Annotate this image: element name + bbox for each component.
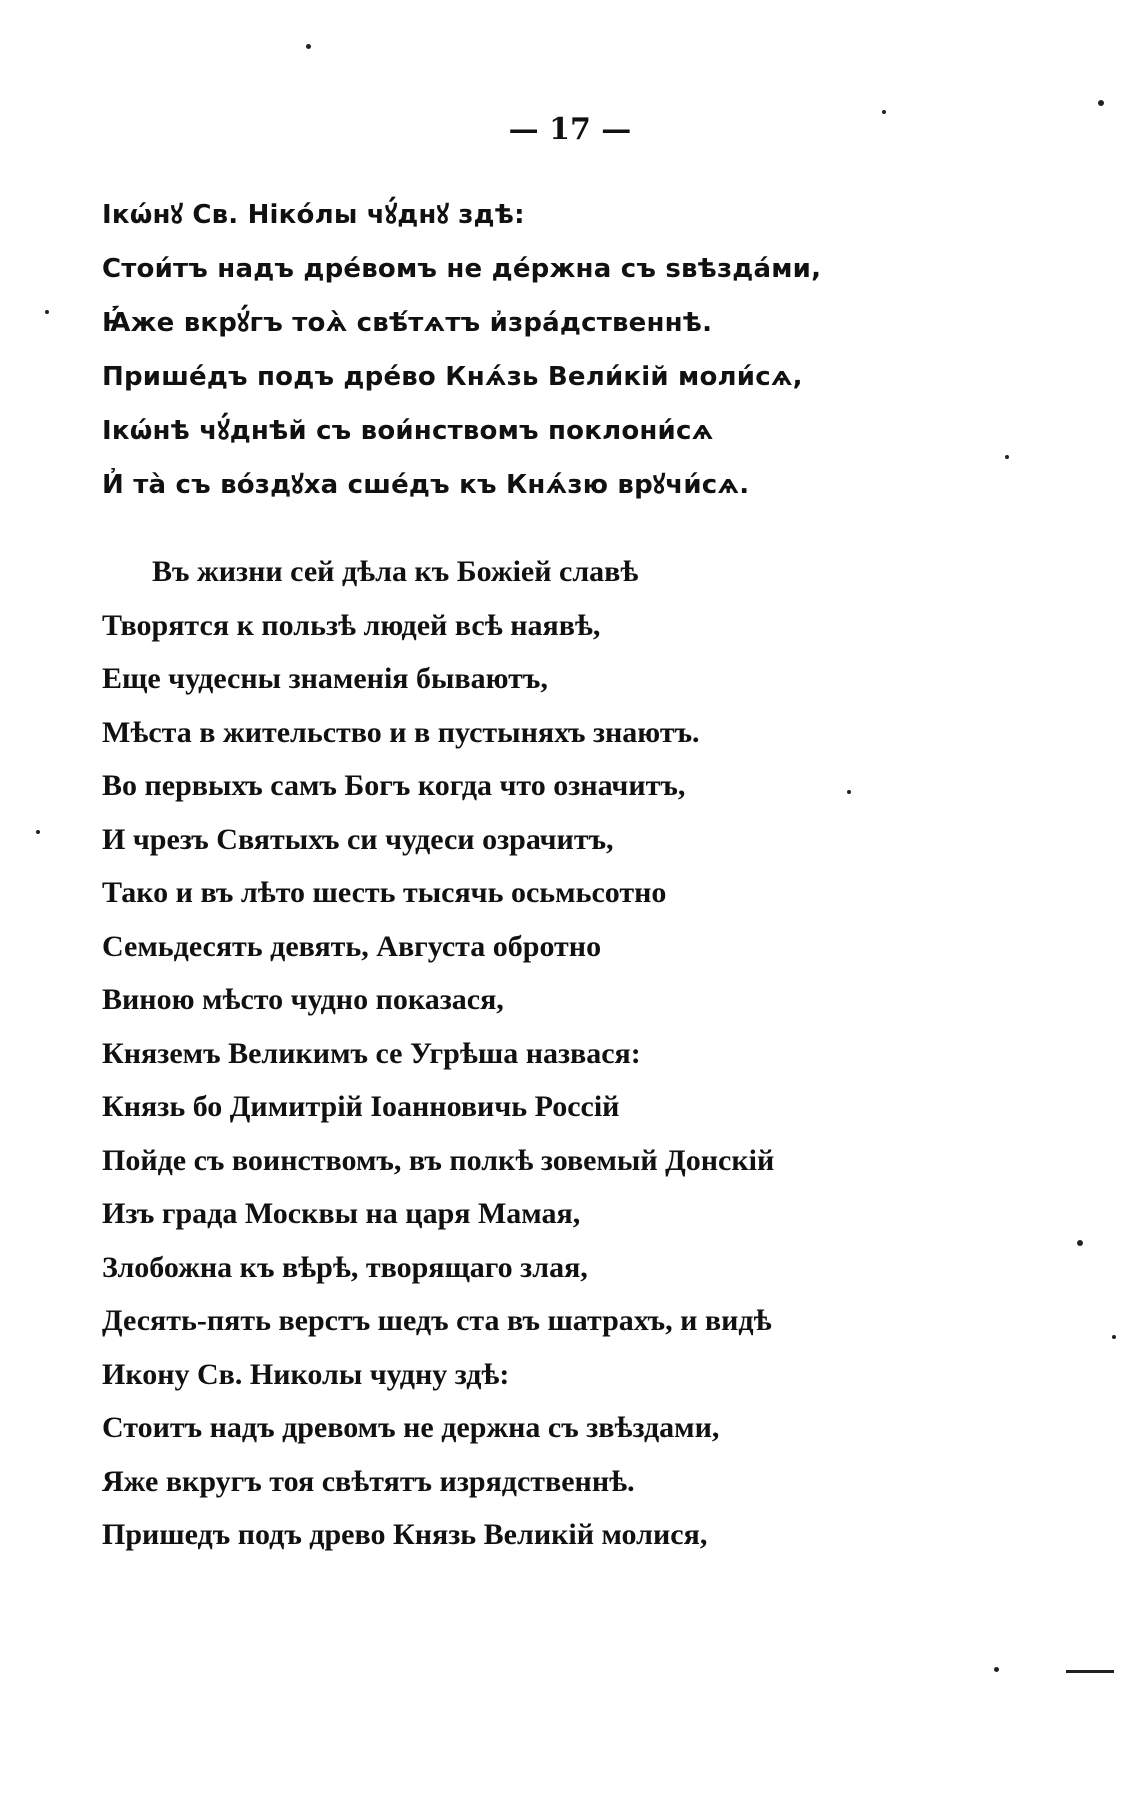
poem-line: Стоитъ надъ древомъ не держна съ звѣздами, <box>102 1411 720 1444</box>
slavonic-line: И҆ та̀ съ во́здꙋха сше́дъ къ Кнѧ́зю врꙋчи́сѧ. <box>102 470 750 500</box>
poem-line: Мѣста в жительство и в пустыняхъ знаютъ. <box>102 715 700 749</box>
slavonic-line: Стои́тъ надъ дре́вомъ не де́ржна съ ѕвѣзда́ми, <box>102 254 822 284</box>
poem-line: Тако и въ лѣто шесть тысячь осьмьсотно <box>102 876 667 909</box>
scan-speck <box>1098 100 1104 106</box>
scan-speck <box>882 110 886 114</box>
page-number: — 17 — <box>508 112 632 147</box>
poem-line: Еще чудесны знаменія бываютъ, <box>102 662 548 695</box>
scan-speck <box>306 44 311 49</box>
slavonic-line: Ікѡ́нѣ чꙋ́днѣй съ вои́нствомъ поклони́сѧ <box>102 416 714 446</box>
scan-speck <box>1005 455 1009 459</box>
poem-line: Пойде съ воинствомъ, въ полкѣ зовемый Донскій <box>102 1143 775 1177</box>
poem-line: Князь бо Димитрій Іоанновичь Россій <box>102 1090 620 1123</box>
poem-line: Во первыхъ самъ Богъ когда что означитъ, <box>102 769 686 802</box>
poem-line: Семьдесять девять, Августа обротно <box>102 929 602 963</box>
scan-speck <box>1112 1335 1116 1339</box>
poem-line: Десять-пять верстъ шедъ ста въ шатрахъ, и видѣ <box>102 1304 772 1337</box>
scan-dash-mark <box>1066 1670 1114 1673</box>
poem-line: Виною мѣсто чудно показася, <box>102 983 504 1016</box>
poem-line: Творятся к пользѣ людей всѣ наявѣ, <box>102 608 601 642</box>
slavonic-line: Ꙗ҆́же вкрꙋ́гъ тоѧ̀ свѣ́тѧтъ и҆зра́дственнѣ. <box>102 308 713 338</box>
poem-line: Пришедъ подъ древо Князь Великій молися, <box>102 1518 708 1551</box>
russian-verse <box>102 545 1002 1562</box>
poem-line: Икону Св. Николы чудну здѣ: <box>102 1357 510 1391</box>
poem-line: Злобожна къ вѣрѣ, творящаго злая, <box>102 1250 588 1284</box>
scan-speck <box>36 830 40 834</box>
poem-line: Въ жизни сей дѣла къ Божіей славѣ <box>152 555 639 588</box>
poem-line: Яже вкругъ тоя свѣтятъ изрядственнѣ. <box>102 1464 635 1498</box>
poem-line: И чрезъ Святыхъ си чудеси озрачитъ, <box>102 822 614 856</box>
scan-speck <box>847 790 851 794</box>
poem-line: Изъ града Москвы на царя Мамая, <box>102 1197 581 1230</box>
scan-speck <box>1077 1240 1083 1246</box>
scan-speck <box>994 1667 999 1672</box>
scan-speck <box>45 310 49 314</box>
poem-line: Княземъ Великимъ се Угрѣша назвася: <box>102 1036 641 1070</box>
church-slavonic-verse <box>102 188 1002 512</box>
slavonic-line: Прише́дъ подъ дре́во Кнѧ́зь Вели́кій моли́сѧ, <box>102 362 803 392</box>
slavonic-line: Ікѡ́нꙋ Св. Ніко́лы чꙋ́днꙋ здѣ: <box>102 200 525 230</box>
